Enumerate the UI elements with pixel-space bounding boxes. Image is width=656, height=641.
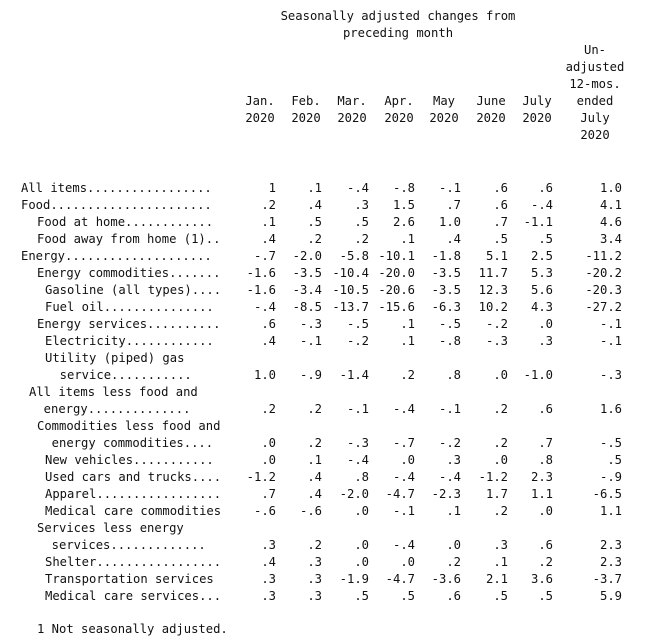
row-value: .1 bbox=[446, 504, 461, 518]
row-value: -3.4 bbox=[292, 283, 322, 297]
unadjusted-header: 2020 bbox=[580, 128, 610, 142]
row-value: -1.9 bbox=[339, 572, 369, 586]
row-value: .0 bbox=[400, 555, 415, 569]
row-value: -.6 bbox=[299, 504, 322, 518]
row-value: 1.1 bbox=[530, 487, 553, 501]
row-value: -.9 bbox=[299, 368, 322, 382]
row-value: 1.0 bbox=[438, 215, 461, 229]
row-value: -6.5 bbox=[592, 487, 622, 501]
row-value: -.7 bbox=[392, 436, 415, 450]
row-value: -.3 bbox=[299, 317, 322, 331]
row-value: .1 bbox=[493, 555, 508, 569]
unadjusted-header: July bbox=[580, 111, 610, 125]
row-value: .3 bbox=[261, 572, 276, 586]
row-value: .8 bbox=[446, 368, 461, 382]
row-value: -6.3 bbox=[431, 300, 461, 314]
row-value: .2 bbox=[307, 538, 322, 552]
row-value: .8 bbox=[354, 470, 369, 484]
column-header: 2020 bbox=[337, 111, 367, 125]
row-value: .2 bbox=[307, 436, 322, 450]
row-value: -10.1 bbox=[378, 249, 415, 263]
row-value: -8.5 bbox=[292, 300, 322, 314]
row-value: 10.2 bbox=[478, 300, 508, 314]
column-header: Feb. bbox=[291, 94, 321, 108]
row-value: -.4 bbox=[346, 453, 369, 467]
row-value: .2 bbox=[493, 504, 508, 518]
row-value: -.4 bbox=[253, 300, 276, 314]
row-value: .5 bbox=[493, 589, 508, 603]
row-value: 1.0 bbox=[253, 368, 276, 382]
row-value: 1.7 bbox=[485, 487, 508, 501]
row-value: .5 bbox=[400, 589, 415, 603]
row-value: 12.3 bbox=[478, 283, 508, 297]
row-value: .7 bbox=[538, 436, 553, 450]
row-value: -.4 bbox=[392, 402, 415, 416]
row-value: -.3 bbox=[599, 368, 622, 382]
row-label: New vehicles........... bbox=[45, 453, 214, 467]
row-value: -20.3 bbox=[585, 283, 622, 297]
row-value: 2.1 bbox=[485, 572, 508, 586]
row-value: 1 bbox=[268, 181, 276, 195]
column-header: July bbox=[522, 94, 552, 108]
row-label: Fuel oil............... bbox=[45, 300, 214, 314]
row-value: -3.7 bbox=[592, 572, 622, 586]
unadjusted-header: ended bbox=[576, 94, 614, 108]
row-value: .2 bbox=[261, 402, 276, 416]
column-header: 2020 bbox=[384, 111, 414, 125]
row-value: -3.5 bbox=[431, 283, 461, 297]
row-value: .4 bbox=[307, 470, 322, 484]
row-value: -.5 bbox=[599, 436, 622, 450]
row-value: .5 bbox=[493, 232, 508, 246]
row-value: -27.2 bbox=[585, 300, 622, 314]
row-value: -.1 bbox=[599, 317, 622, 331]
row-label: Shelter................. bbox=[45, 555, 222, 569]
row-value: .6 bbox=[538, 538, 553, 552]
row-value: 2.3 bbox=[599, 555, 622, 569]
row-value: 5.9 bbox=[599, 589, 622, 603]
row-value: .1 bbox=[400, 334, 415, 348]
row-value: -2.3 bbox=[431, 487, 461, 501]
row-value: 1.6 bbox=[599, 402, 622, 416]
row-value: -2.0 bbox=[339, 487, 369, 501]
row-value: .0 bbox=[538, 317, 553, 331]
row-value: .7 bbox=[261, 487, 276, 501]
row-value: -1.8 bbox=[431, 249, 461, 263]
row-value: .2 bbox=[446, 555, 461, 569]
row-value: .3 bbox=[261, 589, 276, 603]
row-label: energy.............. bbox=[29, 402, 191, 416]
row-label: Gasoline (all types).... bbox=[45, 283, 222, 297]
row-value: .6 bbox=[538, 181, 553, 195]
column-header: May bbox=[432, 94, 455, 108]
column-header: Apr. bbox=[384, 94, 414, 108]
row-label: Energy services.......... bbox=[37, 317, 221, 331]
column-header: 2020 bbox=[476, 111, 506, 125]
row-value: -.9 bbox=[599, 470, 622, 484]
row-value: .4 bbox=[261, 555, 276, 569]
row-value: .3 bbox=[538, 334, 553, 348]
row-value: -20.0 bbox=[378, 266, 415, 280]
row-value: 2.3 bbox=[530, 470, 553, 484]
row-value: .5 bbox=[607, 453, 622, 467]
row-label: Utility (piped) gas bbox=[45, 351, 185, 365]
row-value: -.5 bbox=[346, 317, 369, 331]
row-value: -.1 bbox=[438, 181, 461, 195]
column-header: Jan. bbox=[245, 94, 275, 108]
row-value: -.4 bbox=[392, 470, 415, 484]
row-value: -.1 bbox=[392, 504, 415, 518]
row-value: .3 bbox=[354, 198, 369, 212]
row-value: .5 bbox=[354, 589, 369, 603]
row-value: .2 bbox=[493, 402, 508, 416]
row-value: -3.5 bbox=[431, 266, 461, 280]
row-label: Apparel................. bbox=[45, 487, 222, 501]
row-value: -.4 bbox=[530, 198, 553, 212]
row-value: 4.3 bbox=[530, 300, 553, 314]
row-value: .5 bbox=[307, 215, 322, 229]
row-value: -.8 bbox=[392, 181, 415, 195]
row-value: .1 bbox=[400, 232, 415, 246]
row-value: .6 bbox=[538, 402, 553, 416]
row-value: .1 bbox=[307, 453, 322, 467]
row-value: .6 bbox=[493, 198, 508, 212]
row-label: Used cars and trucks.... bbox=[45, 470, 222, 484]
row-label: Energy.................... bbox=[21, 249, 212, 263]
row-value: -4.7 bbox=[385, 487, 415, 501]
row-label: Services less energy bbox=[37, 521, 184, 535]
row-value: .7 bbox=[446, 198, 461, 212]
group-title: preceding month bbox=[342, 26, 454, 40]
row-value: 1.0 bbox=[599, 181, 622, 195]
row-value: .1 bbox=[307, 181, 322, 195]
column-header: 2020 bbox=[245, 111, 275, 125]
row-value: -3.5 bbox=[292, 266, 322, 280]
row-value: .4 bbox=[307, 487, 322, 501]
row-value: -3.6 bbox=[431, 572, 461, 586]
row-value: .2 bbox=[538, 555, 553, 569]
row-value: -15.6 bbox=[378, 300, 415, 314]
row-label: Medical care services... bbox=[45, 589, 222, 603]
row-value: .0 bbox=[493, 453, 508, 467]
row-label: Transportation services bbox=[45, 572, 214, 586]
row-value: 5.1 bbox=[485, 249, 508, 263]
row-value: .5 bbox=[538, 232, 553, 246]
row-label: Commodities less food and bbox=[37, 419, 221, 433]
row-value: .0 bbox=[261, 436, 276, 450]
row-value: .0 bbox=[446, 538, 461, 552]
row-value: -.2 bbox=[346, 334, 369, 348]
row-value: .4 bbox=[446, 232, 461, 246]
row-value: 1.1 bbox=[599, 504, 622, 518]
row-value: -20.6 bbox=[378, 283, 415, 297]
row-value: .2 bbox=[493, 436, 508, 450]
row-value: -1.4 bbox=[339, 368, 369, 382]
row-value: -4.7 bbox=[385, 572, 415, 586]
row-value: 4.6 bbox=[599, 215, 622, 229]
row-value: .0 bbox=[354, 538, 369, 552]
row-value: -.4 bbox=[346, 181, 369, 195]
row-value: 11.7 bbox=[478, 266, 508, 280]
row-value: .1 bbox=[261, 215, 276, 229]
row-label: All items less food and bbox=[29, 385, 198, 399]
row-label: energy commodities.... bbox=[37, 436, 214, 450]
row-value: .7 bbox=[493, 215, 508, 229]
row-value: -1.6 bbox=[246, 266, 276, 280]
row-value: -.1 bbox=[599, 334, 622, 348]
row-value: .0 bbox=[354, 555, 369, 569]
row-value: .0 bbox=[261, 453, 276, 467]
row-value: -1.0 bbox=[523, 368, 553, 382]
row-value: .0 bbox=[400, 453, 415, 467]
unadjusted-header: adjusted bbox=[565, 60, 625, 74]
row-label: Energy commodities....... bbox=[37, 266, 221, 280]
row-value: -1.1 bbox=[523, 215, 553, 229]
row-value: 5.6 bbox=[530, 283, 553, 297]
row-label: Food at home............ bbox=[37, 215, 214, 229]
row-value: .6 bbox=[446, 589, 461, 603]
row-value: .4 bbox=[261, 334, 276, 348]
row-value: 3.4 bbox=[599, 232, 622, 246]
row-value: -.1 bbox=[299, 334, 322, 348]
row-value: .4 bbox=[261, 232, 276, 246]
group-title: Seasonally adjusted changes from bbox=[280, 9, 516, 23]
column-header: 2020 bbox=[522, 111, 552, 125]
row-value: -.1 bbox=[346, 402, 369, 416]
row-value: 1.5 bbox=[392, 198, 415, 212]
row-value: 2.6 bbox=[392, 215, 415, 229]
row-value: -.8 bbox=[438, 334, 461, 348]
row-value: .0 bbox=[354, 504, 369, 518]
row-value: .0 bbox=[538, 504, 553, 518]
row-value: .3 bbox=[307, 572, 322, 586]
row-value: -1.2 bbox=[246, 470, 276, 484]
row-value: .3 bbox=[307, 555, 322, 569]
row-value: .5 bbox=[354, 215, 369, 229]
row-value: -.2 bbox=[438, 436, 461, 450]
row-value: -.3 bbox=[485, 334, 508, 348]
row-value: .2 bbox=[400, 368, 415, 382]
row-value: -20.2 bbox=[585, 266, 622, 280]
row-value: -2.0 bbox=[292, 249, 322, 263]
row-value: -13.7 bbox=[332, 300, 369, 314]
row-value: 3.6 bbox=[530, 572, 553, 586]
row-value: .6 bbox=[261, 317, 276, 331]
row-value: .2 bbox=[354, 232, 369, 246]
unadjusted-header: 12-mos. bbox=[569, 77, 621, 91]
row-value: -.1 bbox=[438, 402, 461, 416]
column-header: 2020 bbox=[429, 111, 459, 125]
row-value: -.4 bbox=[438, 470, 461, 484]
row-value: .1 bbox=[400, 317, 415, 331]
row-label: service........... bbox=[45, 368, 192, 382]
row-value: .3 bbox=[307, 589, 322, 603]
unadjusted-header: Un- bbox=[583, 43, 606, 57]
row-value: -1.2 bbox=[478, 470, 508, 484]
column-header: 2020 bbox=[291, 111, 321, 125]
row-label: Food...................... bbox=[21, 198, 212, 212]
row-label: Medical care commodities bbox=[45, 504, 222, 518]
row-value: .0 bbox=[493, 368, 508, 382]
row-value: .2 bbox=[307, 232, 322, 246]
row-value: 5.3 bbox=[530, 266, 553, 280]
row-value: .5 bbox=[538, 589, 553, 603]
footnote: 1 Not seasonally adjusted. bbox=[37, 622, 228, 636]
row-value: .2 bbox=[261, 198, 276, 212]
row-value: -5.8 bbox=[339, 249, 369, 263]
row-value: 2.5 bbox=[530, 249, 553, 263]
row-value: .6 bbox=[493, 181, 508, 195]
row-label: Electricity............ bbox=[45, 334, 214, 348]
row-value: .4 bbox=[307, 198, 322, 212]
row-label: All items................. bbox=[21, 181, 212, 195]
row-label: Food away from home (1).. bbox=[37, 232, 221, 246]
row-value: 4.1 bbox=[599, 198, 622, 212]
row-value: -.6 bbox=[253, 504, 276, 518]
row-value: .3 bbox=[493, 538, 508, 552]
row-value: -.5 bbox=[438, 317, 461, 331]
row-value: -10.4 bbox=[332, 266, 369, 280]
row-value: .3 bbox=[261, 538, 276, 552]
row-value: .3 bbox=[446, 453, 461, 467]
row-value: -10.5 bbox=[332, 283, 369, 297]
row-value: .2 bbox=[307, 402, 322, 416]
row-value: -.7 bbox=[253, 249, 276, 263]
row-value: -1.6 bbox=[246, 283, 276, 297]
row-value: -11.2 bbox=[585, 249, 622, 263]
row-label: services............. bbox=[37, 538, 206, 552]
row-value: -.3 bbox=[346, 436, 369, 450]
row-value: 2.3 bbox=[599, 538, 622, 552]
row-value: .8 bbox=[538, 453, 553, 467]
row-value: -.4 bbox=[392, 538, 415, 552]
column-header: Mar. bbox=[337, 94, 367, 108]
row-value: -.2 bbox=[485, 317, 508, 331]
column-header: June bbox=[476, 94, 506, 108]
